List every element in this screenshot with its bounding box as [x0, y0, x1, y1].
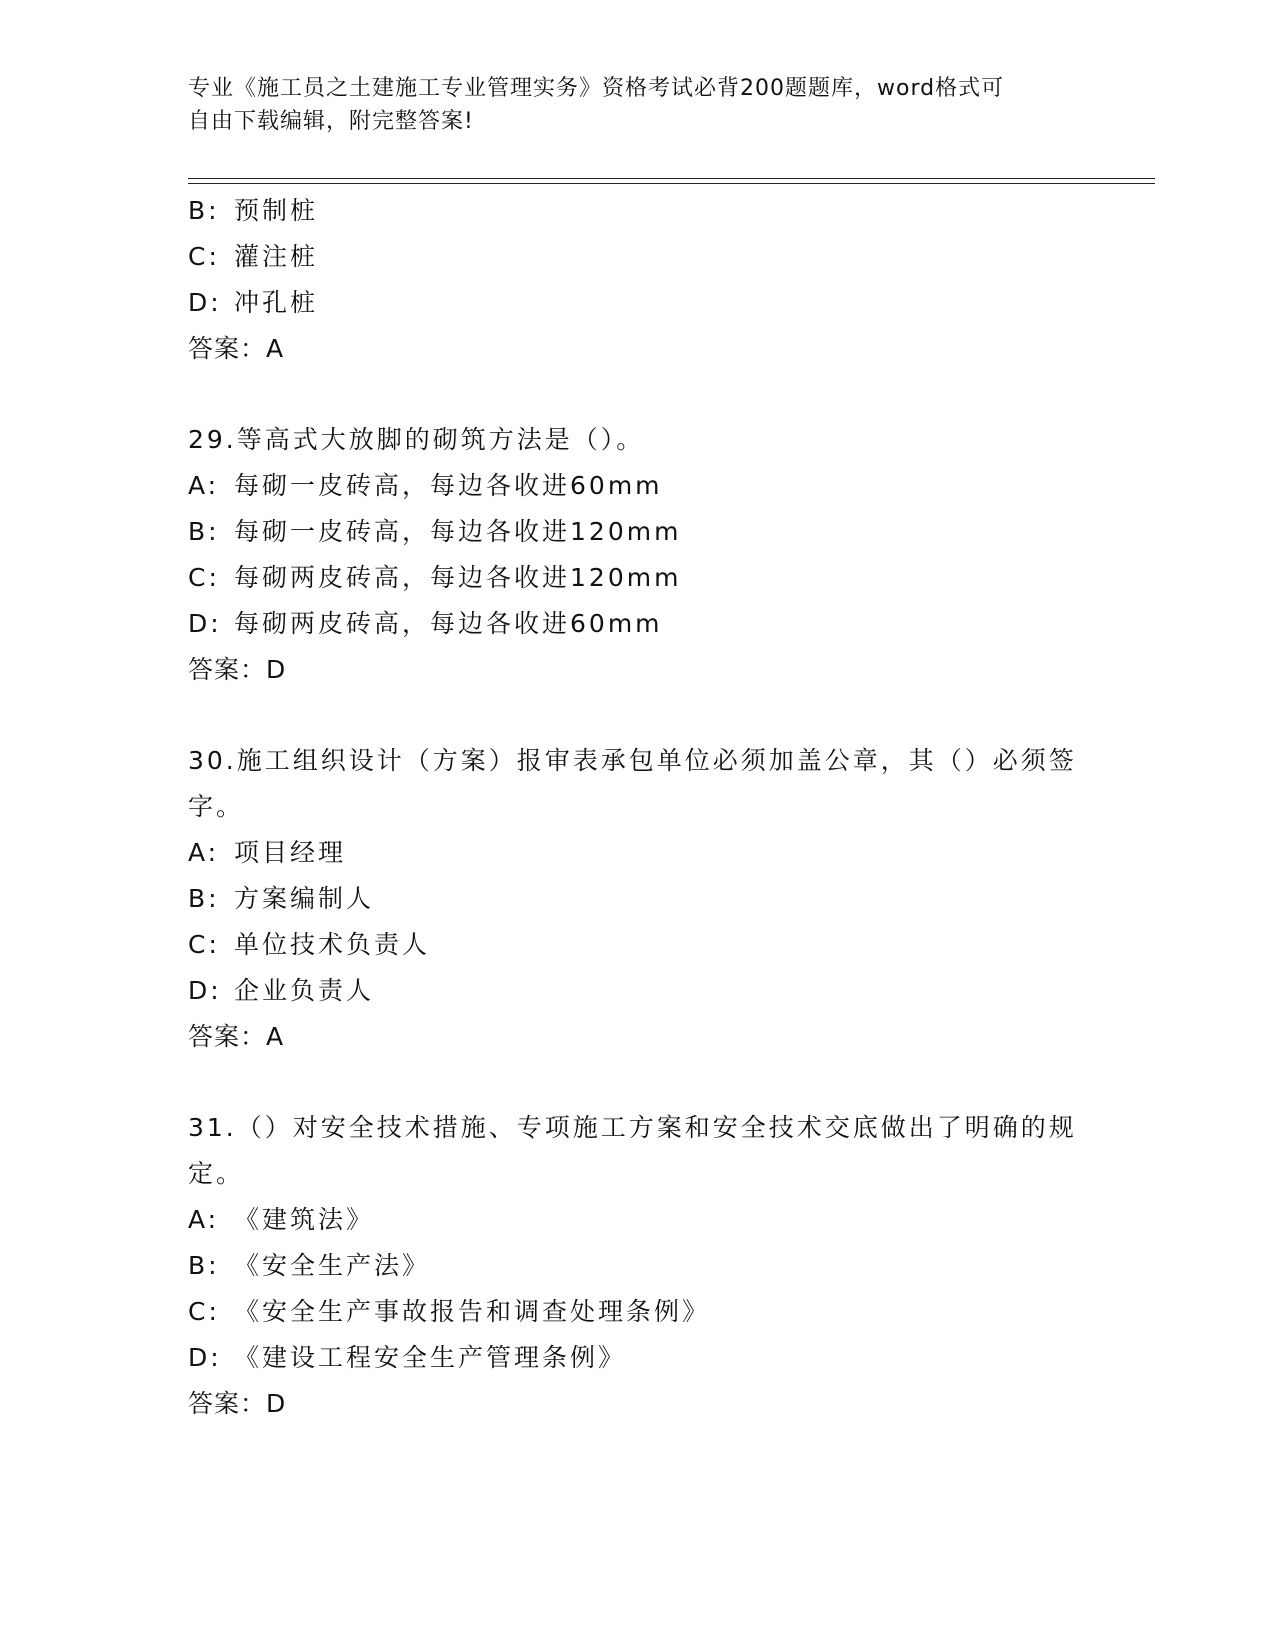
option-text: 企业负责人	[234, 976, 375, 1005]
option-letter: C:	[188, 563, 220, 592]
option-b	[188, 876, 1088, 922]
option-text: 《安全生产事故报告和调查处理条例》	[234, 1297, 711, 1326]
option-text: 预制桩	[234, 196, 319, 225]
option-d	[188, 1335, 1088, 1381]
option-letter: B:	[188, 517, 220, 546]
option-letter: A:	[188, 471, 220, 500]
option-b	[188, 1243, 1088, 1289]
option-text: 每砌一皮砖高，每边各收进60mm	[234, 471, 663, 500]
option-text: 冲孔桩	[234, 288, 319, 317]
question-block-31	[188, 1105, 1088, 1427]
option-letter: C:	[188, 930, 220, 959]
document-header	[188, 72, 1068, 138]
option-text: 单位技术负责人	[234, 930, 431, 959]
option-letter: B:	[188, 884, 220, 913]
option-c	[188, 922, 1088, 968]
answer-line: 答案：A	[188, 334, 285, 363]
question-block-29	[188, 417, 1088, 693]
header-divider-bottom	[188, 183, 1155, 184]
option-text: 每砌两皮砖高，每边各收进60mm	[234, 609, 663, 638]
option-text: 每砌两皮砖高，每边各收进120mm	[234, 563, 682, 592]
option-text: 《安全生产法》	[234, 1251, 431, 1280]
option-letter: D:	[188, 288, 222, 317]
option-b	[188, 188, 1088, 234]
option-a	[188, 463, 1088, 509]
option-letter: B:	[188, 1251, 220, 1280]
question-text: 31.（）对安全技术措施、专项施工方案和安全技术交底做出了明确的规定。	[188, 1113, 1077, 1188]
option-letter: A:	[188, 1205, 220, 1234]
answer-line: 答案：A	[188, 1022, 285, 1051]
option-d	[188, 280, 1088, 326]
option-letter: C:	[188, 242, 220, 271]
question-text: 30.施工组织设计（方案）报审表承包单位必须加盖公章，其（）必须签字。	[188, 746, 1077, 821]
option-c	[188, 1289, 1088, 1335]
question-block-30	[188, 738, 1088, 1060]
option-b	[188, 509, 1088, 555]
spacer	[188, 1060, 1088, 1105]
option-letter: C:	[188, 1297, 220, 1326]
option-c	[188, 555, 1088, 601]
answer-line: 答案：D	[188, 655, 287, 684]
option-letter: D:	[188, 1343, 222, 1372]
question-block-28	[188, 188, 1088, 372]
option-letter: B:	[188, 196, 220, 225]
option-letter: D:	[188, 609, 222, 638]
spacer	[188, 372, 1088, 417]
option-c	[188, 234, 1088, 280]
option-a	[188, 1197, 1088, 1243]
question-list	[188, 188, 1088, 1427]
option-text: 《建筑法》	[234, 1205, 375, 1234]
spacer	[188, 693, 1088, 738]
option-text: 灌注桩	[234, 242, 319, 271]
header-title-line-1: 专业《施工员之土建施工专业管理实务》资格考试必背200题题库，word格式可	[188, 76, 1005, 101]
option-text: 方案编制人	[234, 884, 375, 913]
option-text: 《建设工程安全生产管理条例》	[234, 1343, 627, 1372]
option-text: 项目经理	[234, 838, 347, 867]
option-a	[188, 830, 1088, 876]
option-d	[188, 968, 1088, 1014]
answer-line: 答案：D	[188, 1389, 287, 1418]
option-letter: A:	[188, 838, 220, 867]
header-divider-top	[188, 178, 1155, 179]
question-text: 29.等高式大放脚的砌筑方法是（）。	[188, 425, 645, 454]
option-d	[188, 601, 1088, 647]
header-title-line-2: 自由下载编辑，附完整答案!	[188, 109, 474, 134]
option-text: 每砌一皮砖高，每边各收进120mm	[234, 517, 682, 546]
option-letter: D:	[188, 976, 222, 1005]
